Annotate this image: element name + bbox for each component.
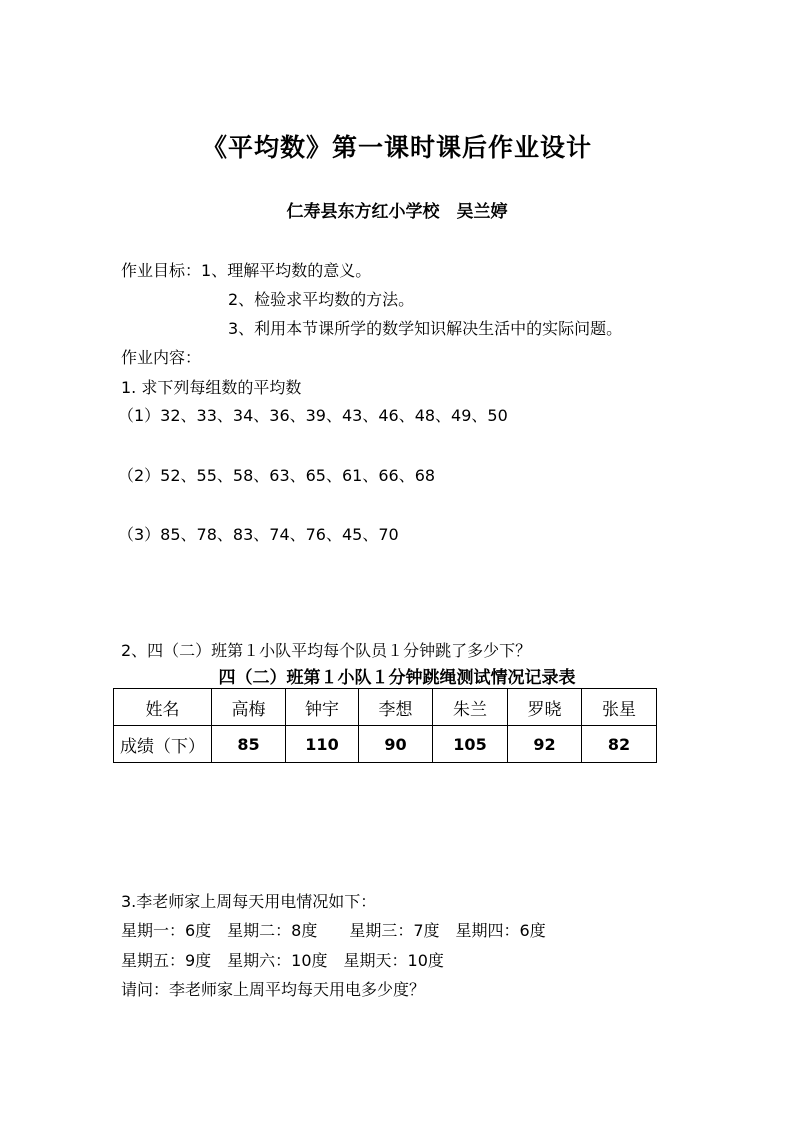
- q3-line-2: 星期五：9度 星期六：10度 星期天：10度: [121, 951, 444, 970]
- header-cell: 姓名: [114, 689, 212, 726]
- score-cell: 92: [508, 726, 582, 763]
- header-cell: 朱兰: [433, 689, 508, 726]
- goals-line-1: [121, 258, 371, 281]
- q1-group-3: （3）85、78、83、74、76、45、70: [118, 525, 399, 544]
- q1-heading: 1. 求下列每组数的平均数: [121, 378, 302, 397]
- q3-line-1: 星期一：6度 星期二：8度 星期三：7度 星期四：6度: [121, 921, 546, 940]
- content-label: 作业内容：: [121, 348, 202, 367]
- table-row: [114, 726, 657, 763]
- score-cell: 110: [286, 726, 359, 763]
- q2-table-title: 四（二）班第１小队１分钟跳绳测试情况记录表: [218, 668, 576, 688]
- score-cell: 90: [359, 726, 433, 763]
- q1-group-1: （1）32、33、34、36、39、43、46、48、49、50: [118, 406, 508, 425]
- q3-intro: 3.李老师家上周每天用电情况如下：: [121, 892, 377, 911]
- author-line: 仁寿县东方红小学校 吴兰婷: [286, 202, 508, 222]
- score-cell: 82: [582, 726, 657, 763]
- header-cell: 张星: [582, 689, 657, 726]
- row-label-cell: 成绩（下）: [114, 726, 212, 763]
- header-cell: 高梅: [212, 689, 286, 726]
- q2-question: 2、四（二）班第１小队平均每个队员１分钟跳了多少下？: [121, 641, 532, 660]
- goal-item: 2、检验求平均数的方法。: [228, 290, 415, 309]
- goal-item: 1、理解平均数的意义。: [201, 261, 372, 280]
- header-cell: 钟宇: [286, 689, 359, 726]
- page-title: 《平均数》第一课时课后作业设计: [201, 133, 592, 162]
- jump-rope-table: [113, 688, 657, 763]
- score-cell: 85: [212, 726, 286, 763]
- q1-group-2: （2）52、55、58、63、65、61、66、68: [118, 466, 436, 485]
- score-cell: 105: [433, 726, 508, 763]
- goal-item: 3、利用本节课所学的数学知识解决生活中的实际问题。: [228, 319, 623, 338]
- goals-label: 作业目标：: [121, 261, 202, 280]
- header-cell: 罗晓: [508, 689, 582, 726]
- q3-question: 请问：李老师家上周平均每天用电多少度？: [121, 980, 426, 999]
- table-header-row: [114, 689, 657, 726]
- header-cell: 李想: [359, 689, 433, 726]
